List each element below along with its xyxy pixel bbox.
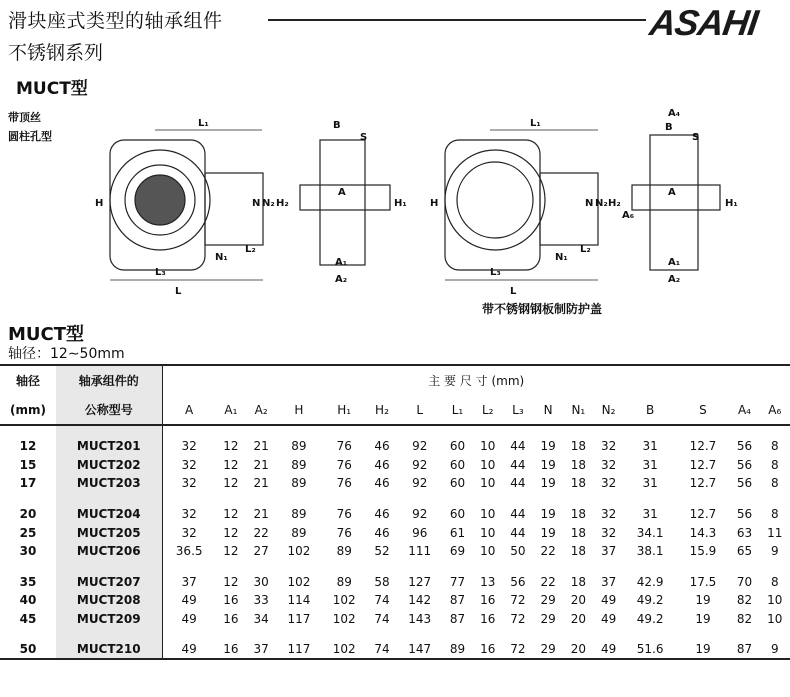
table-model-title: MUCT型 [8, 324, 85, 345]
column-header: A₁ [216, 395, 246, 425]
cell-value: 72 [510, 612, 526, 627]
dim-label-A: A [338, 187, 346, 198]
cell-value: 117 [276, 640, 321, 659]
dim-label-A-right: A [668, 187, 676, 198]
cell-value: 16 [223, 612, 239, 627]
cell-value: 32 [600, 457, 617, 472]
cell-value: 82 [736, 593, 753, 608]
cell-value: 72 [510, 593, 526, 608]
cell-value: 36.5 [162, 542, 216, 561]
cell-value: 19 [695, 593, 711, 608]
cell-value: 10 [480, 439, 496, 454]
dim-label-L3-right: L₃ [490, 267, 501, 278]
table-row [0, 591, 790, 610]
cell-value: 56 [736, 507, 753, 522]
cell-value: 16 [473, 640, 503, 659]
cell-value: 56 [736, 457, 753, 472]
column-header: A [162, 395, 216, 425]
cell-value: 89 [291, 507, 307, 522]
cell-value: 19 [540, 525, 556, 540]
cell-value: 44 [510, 439, 526, 454]
dim-label-B: B [333, 120, 341, 131]
cell-value: 12 [223, 507, 239, 522]
table-row [0, 523, 790, 542]
cell-value: 147 [397, 640, 442, 659]
cell-value: 69 [449, 544, 466, 559]
cell-value: 12.7 [689, 476, 717, 491]
table-row [0, 505, 790, 524]
cell-value: 96 [412, 525, 428, 540]
drawing-caption: 带不锈钢钢板制防护盖 [482, 302, 603, 316]
cell-value: 37 [600, 544, 617, 559]
table-row [0, 610, 790, 629]
cell-value: 37 [600, 574, 617, 589]
cell-value: 29 [533, 640, 563, 659]
cell-value: 37 [162, 573, 216, 592]
cell-value: 87 [449, 593, 466, 608]
cell-value: 76 [336, 476, 352, 491]
cell-value: 10 [480, 476, 496, 491]
dim-label-H1-right: H₁ [725, 198, 738, 209]
cell-value: 19 [540, 507, 556, 522]
cell-value: 10 [767, 612, 783, 627]
cell-value: 32 [600, 439, 617, 454]
cell-model: MUCT206 [56, 542, 162, 561]
cell-value: 17.5 [689, 574, 717, 589]
cell-value: 12.7 [689, 457, 717, 472]
th-bore-unit: (mm) [0, 395, 56, 425]
cell-value: 102 [332, 612, 356, 627]
th-model-2: 公称型号 [56, 395, 162, 425]
cell-value: 61 [449, 525, 466, 540]
cell-value: 76 [336, 525, 352, 540]
technical-drawing [0, 100, 790, 300]
cell-value: 46 [374, 525, 390, 540]
cell-value: 20 [563, 640, 593, 659]
column-header: A₄ [729, 395, 759, 425]
column-header: A₂ [246, 395, 276, 425]
cell-value: 12 [223, 544, 239, 559]
cell-value: 46 [374, 476, 390, 491]
cell-value: 22 [253, 525, 269, 540]
cell-value: 33 [253, 593, 269, 608]
cell-value: 92 [412, 476, 428, 491]
cell-value: 38.1 [636, 544, 664, 559]
cell-value: 92 [412, 457, 428, 472]
dim-label-L2-right: L₂ [580, 244, 591, 255]
cell-value: 56 [736, 476, 753, 491]
cell-model: MUCT204 [56, 505, 162, 524]
column-header: L₂ [473, 395, 503, 425]
cell-value: 60 [449, 507, 466, 522]
drawing-model-title: MUCT型 [16, 79, 88, 99]
cell-value: 16 [223, 593, 239, 608]
cell-value: 65 [736, 544, 753, 559]
cell-value: 16 [480, 612, 496, 627]
cell-value: 19 [540, 439, 556, 454]
column-header: L₃ [503, 395, 533, 425]
cell-bore: 50 [0, 640, 56, 659]
cell-value: 34.1 [636, 525, 664, 540]
cell-value: 30 [253, 574, 269, 589]
cell-value: 11 [767, 525, 783, 540]
cover-inner-right [457, 162, 533, 238]
cell-value: 102 [287, 574, 311, 589]
cell-value: 89 [336, 544, 352, 559]
cell-value: 8 [770, 439, 779, 454]
cell-bore: 35 [19, 574, 37, 589]
cover-outer-right [445, 150, 545, 250]
dim-label-N2: N₂ [262, 198, 275, 209]
dim-label-L2: L₂ [245, 244, 256, 255]
dim-label-A2: A₂ [335, 274, 348, 285]
cell-value: 87 [729, 640, 759, 659]
cell-value: 56 [510, 574, 526, 589]
cell-bore: 40 [19, 593, 37, 608]
cell-value: 8 [770, 457, 779, 472]
cell-value: 10 [480, 544, 496, 559]
cell-value: 12 [223, 439, 239, 454]
table-row [0, 456, 790, 475]
drawing-note-setscrew: 带顶丝 [8, 111, 41, 124]
side-view-left [320, 140, 365, 265]
cell-value: 44 [510, 507, 526, 522]
column-header: L₁ [442, 395, 472, 425]
cell-value: 89 [442, 640, 472, 659]
cell-value: 12.7 [689, 507, 717, 522]
cell-value: 20 [570, 612, 586, 627]
dimension-table [0, 364, 790, 660]
cell-value: 77 [449, 574, 466, 589]
cell-value: 49 [593, 640, 623, 659]
cell-value: 31 [642, 507, 658, 522]
cell-value: 142 [408, 593, 432, 608]
cell-value: 89 [336, 574, 352, 589]
cell-value: 89 [291, 457, 307, 472]
cell-value: 92 [412, 507, 428, 522]
side-view-right [650, 135, 698, 270]
cell-value: 31 [642, 457, 658, 472]
cell-value: 44 [510, 525, 526, 540]
th-dims: 主 要 尺 寸 (mm) [162, 365, 790, 395]
cell-value: 87 [449, 612, 466, 627]
dim-label-S-right: S [692, 132, 700, 143]
dim-label-A6: A₆ [622, 210, 635, 221]
column-header: H₁ [322, 395, 367, 425]
cell-model: MUCT201 [56, 437, 162, 456]
cell-value: 102 [322, 640, 367, 659]
cell-value: 18 [570, 525, 586, 540]
cell-bore: 25 [19, 525, 37, 540]
cell-value: 14.3 [689, 525, 717, 540]
dim-label-S: S [360, 132, 368, 143]
cell-value: 42.9 [636, 574, 664, 589]
cell-value: 9 [770, 544, 779, 559]
cell-value: 10 [767, 593, 783, 608]
cell-value: 31 [642, 476, 658, 491]
cell-value: 82 [736, 612, 753, 627]
shaft-right [632, 185, 720, 210]
cell-value: 20 [570, 593, 586, 608]
cell-value: 60 [449, 439, 466, 454]
dim-label-N-right: N [585, 198, 594, 209]
cell-value: 60 [449, 457, 466, 472]
cell-value: 52 [374, 544, 390, 559]
dim-label-L3: L₃ [155, 267, 166, 278]
cell-value: 74 [374, 593, 390, 608]
cell-value: 12 [223, 476, 239, 491]
dim-label-H: H [95, 198, 104, 209]
cell-value: 46 [374, 457, 390, 472]
cell-value: 10 [480, 525, 496, 540]
dim-label-N1-right: N₁ [555, 252, 568, 263]
cell-value: 31 [642, 439, 658, 454]
column-header: N₁ [563, 395, 593, 425]
cell-bore: 45 [19, 612, 37, 627]
cell-value: 21 [253, 457, 269, 472]
column-header: H [276, 395, 321, 425]
dim-label-H1: H₁ [394, 198, 407, 209]
table-row [0, 474, 790, 493]
cell-value: 72 [503, 640, 533, 659]
cell-value: 50 [510, 544, 526, 559]
cell-bore: 12 [19, 439, 37, 454]
dim-label-H2: H₂ [276, 198, 289, 209]
cell-value: 21 [253, 476, 269, 491]
cell-model: MUCT203 [56, 474, 162, 493]
cell-value: 102 [287, 544, 311, 559]
cell-value: 89 [291, 525, 307, 540]
dim-label-L: L [175, 286, 182, 297]
cell-value: 19 [540, 476, 556, 491]
cell-value: 8 [770, 476, 779, 491]
cell-value: 8 [770, 574, 779, 589]
cell-value: 32 [600, 525, 617, 540]
housing-slot-left [205, 173, 263, 245]
dim-label-H-right: H [430, 198, 439, 209]
bore-range: 轴径：12∼50mm [8, 346, 125, 362]
cell-value: 49.2 [636, 612, 664, 627]
cell-value: 58 [374, 574, 390, 589]
cell-value: 76 [336, 457, 352, 472]
housing-slot-right [540, 173, 598, 245]
cell-value: 9 [760, 640, 790, 659]
dim-label-L1-right: L₁ [530, 118, 541, 129]
cell-value: 22 [540, 544, 556, 559]
cell-model: MUCT207 [56, 573, 162, 592]
cell-value: 12 [223, 525, 239, 540]
cell-value: 117 [287, 612, 311, 627]
cell-value: 10 [480, 457, 496, 472]
cell-value: 32 [600, 507, 617, 522]
cell-bore: 30 [19, 544, 37, 559]
brand-logo: ASAHI [647, 2, 760, 43]
cell-value: 29 [540, 612, 556, 627]
cell-value: 92 [412, 439, 428, 454]
cell-value: 56 [736, 439, 753, 454]
cell-model: MUCT210 [56, 640, 162, 659]
dim-label-L1: L₁ [198, 118, 209, 129]
column-header: S [677, 395, 730, 425]
cell-value: 46 [374, 439, 390, 454]
cell-value: 12 [223, 574, 239, 589]
title-rule [268, 19, 646, 21]
cell-value: 18 [570, 439, 586, 454]
cell-value: 32 [162, 523, 216, 542]
page-title: 滑块座式类型的轴承组件 [8, 10, 223, 32]
cell-value: 74 [374, 612, 390, 627]
cell-value: 51.6 [624, 640, 677, 659]
cell-value: 44 [510, 457, 526, 472]
cell-value: 18 [570, 507, 586, 522]
cell-value: 12.7 [689, 439, 717, 454]
cell-value: 111 [408, 544, 432, 559]
column-header: B [624, 395, 677, 425]
cell-value: 44 [510, 476, 526, 491]
cell-bore: 15 [19, 457, 37, 472]
cell-model: MUCT208 [56, 591, 162, 610]
cell-value: 18 [570, 544, 586, 559]
dim-label-A1: A₁ [335, 257, 348, 268]
cell-value: 49 [162, 640, 216, 659]
cell-value: 34 [253, 612, 269, 627]
cell-value: 22 [540, 574, 556, 589]
column-header: H₂ [367, 395, 397, 425]
drawing-note-bore-type: 圆柱孔型 [8, 130, 52, 143]
cell-value: 32 [162, 505, 216, 524]
dim-label-A2-right: A₂ [668, 274, 681, 285]
cell-value: 63 [736, 525, 753, 540]
th-model: 轴承组件的 [56, 365, 162, 395]
cell-value: 19 [695, 612, 711, 627]
cell-value: 89 [291, 476, 307, 491]
cell-value: 74 [367, 640, 397, 659]
cell-value: 27 [253, 544, 269, 559]
cell-value: 32 [162, 437, 216, 456]
cell-value: 143 [408, 612, 432, 627]
cell-value: 102 [332, 593, 356, 608]
cell-value: 8 [770, 507, 779, 522]
cell-value: 16 [216, 640, 246, 659]
cell-value: 29 [540, 593, 556, 608]
column-header: N [533, 395, 563, 425]
cell-value: 76 [336, 439, 352, 454]
dim-label-H2-right: H₂ [608, 198, 621, 209]
dim-label-N2-right: N₂ [595, 198, 608, 209]
cell-bore: 20 [19, 507, 37, 522]
cell-model: MUCT202 [56, 456, 162, 475]
cell-value: 18 [570, 457, 586, 472]
cell-value: 49.2 [636, 593, 664, 608]
cell-value: 70 [736, 574, 753, 589]
cell-value: 89 [291, 439, 307, 454]
cell-value: 10 [480, 507, 496, 522]
column-header: L [397, 395, 442, 425]
cell-value: 15.9 [689, 544, 717, 559]
cell-value: 16 [480, 593, 496, 608]
cell-value: 49 [600, 593, 617, 608]
cell-value: 21 [253, 439, 269, 454]
cell-bore: 17 [19, 476, 37, 491]
cell-value: 32 [162, 456, 216, 475]
cell-value: 32 [162, 474, 216, 493]
cell-value: 46 [374, 507, 390, 522]
cell-model: MUCT209 [56, 610, 162, 629]
page-subtitle: 不锈钢系列 [8, 42, 104, 64]
dim-label-B-right: B [665, 122, 673, 133]
cell-model: MUCT205 [56, 523, 162, 542]
cell-value: 18 [570, 574, 586, 589]
dim-label-N1: N₁ [215, 252, 228, 263]
bearing-bore-left [135, 175, 185, 225]
cell-value: 13 [480, 574, 496, 589]
cell-value: 76 [336, 507, 352, 522]
cell-value: 37 [246, 640, 276, 659]
cell-value: 18 [570, 476, 586, 491]
cell-value: 114 [287, 593, 311, 608]
cell-value: 21 [253, 507, 269, 522]
dim-label-N: N [252, 198, 261, 209]
table-row [0, 640, 790, 659]
table-row [0, 437, 790, 456]
cell-value: 12 [223, 457, 239, 472]
th-bore: 轴径 [15, 374, 40, 388]
cell-value: 49 [162, 591, 216, 610]
cell-value: 127 [408, 574, 432, 589]
dim-label-L-right: L [510, 286, 517, 297]
cell-value: 49 [600, 612, 617, 627]
cell-value: 19 [677, 640, 730, 659]
table-row [0, 573, 790, 592]
cell-value: 60 [449, 476, 466, 491]
column-header: A₆ [760, 395, 790, 425]
cell-value: 32 [600, 476, 617, 491]
column-header: N₂ [593, 395, 623, 425]
cell-value: 49 [162, 610, 216, 629]
dim-label-A4: A₄ [668, 108, 681, 119]
cell-value: 19 [540, 457, 556, 472]
table-row [0, 542, 790, 561]
dim-label-A1-right: A₁ [668, 257, 681, 268]
